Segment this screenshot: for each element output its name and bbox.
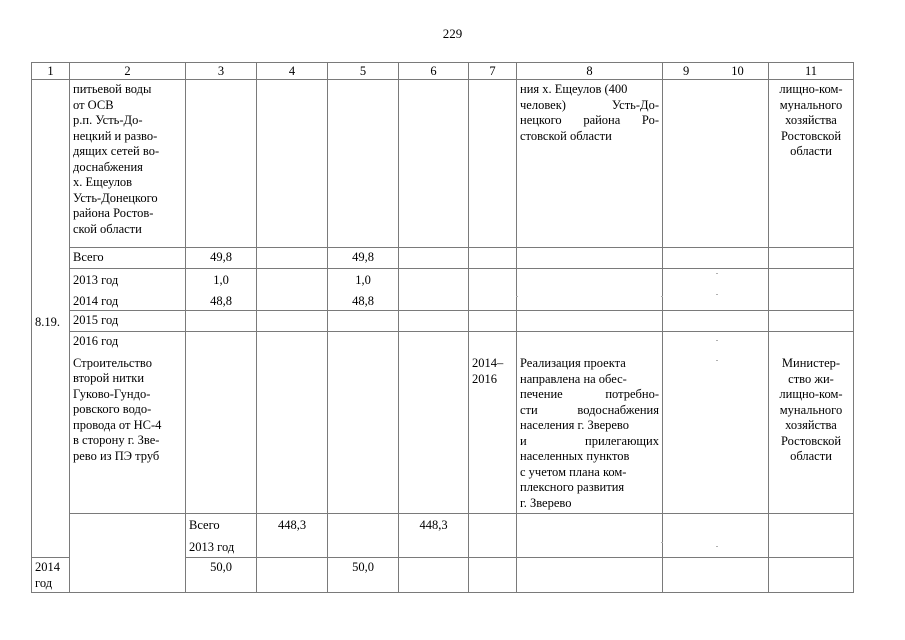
column-header-6: 6: [399, 63, 469, 80]
row-label: 2015 год: [70, 311, 186, 332]
column-header-7: 7: [469, 63, 517, 80]
text-line: второй нитки: [73, 371, 145, 385]
value-col5: 48,8: [352, 293, 374, 308]
text-line: района Ростов-: [73, 206, 154, 220]
text-line: Министер-: [781, 356, 841, 370]
column-header-10: 10: [731, 64, 744, 78]
text-line: нецкого района Ро-: [520, 113, 659, 127]
item-name-continued: [70, 80, 186, 248]
scan-speck: [516, 296, 518, 297]
text-line: Ростовской: [780, 128, 842, 143]
scan-speck: [716, 273, 718, 274]
value-col3: 448,3: [277, 518, 307, 532]
text-line: Реализация проекта: [520, 356, 626, 370]
value-col5: 50,0: [328, 558, 399, 593]
period-cell: [469, 332, 517, 514]
text-line: х. Ещеулов: [73, 175, 133, 189]
table-row: [32, 514, 854, 558]
executor-cell: [769, 332, 854, 514]
scan-speck: [716, 294, 718, 295]
column-header-2: 2: [70, 63, 186, 80]
text-line: рево из ПЭ труб: [73, 448, 160, 463]
column-header-4: 4: [257, 63, 328, 80]
period-start: 2014–: [472, 356, 504, 370]
year-label: 2013 год: [73, 273, 119, 287]
text-line: населения г. Зверево: [520, 418, 629, 432]
text-line: с учетом плана ком-: [520, 464, 627, 479]
value-col3: 50,0: [186, 558, 257, 593]
row-label: [70, 269, 186, 311]
value-col5: 448,3: [419, 518, 448, 532]
table-row: [32, 248, 854, 269]
goal-continued: [517, 80, 663, 248]
text-line: провода от НС-4: [73, 417, 162, 432]
column-header-1: 1: [32, 63, 70, 80]
page-number: 229: [442, 26, 463, 41]
column-header-9: 9: [683, 64, 690, 78]
table-row: [32, 269, 854, 311]
scan-speck: [661, 542, 663, 543]
text-line: ской области: [73, 221, 142, 236]
text-line: мунального: [779, 402, 843, 417]
text-line: питьевой воды: [73, 82, 152, 96]
item-name: [70, 332, 186, 514]
column-header-9-10: [663, 63, 769, 80]
text-line: мунального: [779, 97, 843, 112]
text-line: области: [790, 449, 832, 463]
year-label: 2014 год: [73, 293, 119, 308]
goal-cell: [517, 332, 663, 514]
table-row: [32, 311, 854, 332]
text-line: хозяйства: [785, 418, 837, 432]
text-line: Ростовской: [780, 433, 842, 448]
text-line: г. Зверево: [520, 495, 572, 510]
text-line: хозяйства: [785, 113, 837, 127]
text-line: лищно-ком-: [779, 387, 843, 401]
value-col3: 48,8: [210, 293, 232, 308]
row-label: [186, 514, 257, 558]
text-line: нецкий и разво-: [73, 128, 158, 143]
text-line: плексного развития: [520, 480, 625, 494]
text-line: р.п. Усть-До-: [73, 113, 143, 127]
text-line: ство жи-: [788, 371, 834, 386]
text-line: лищно-ком-: [779, 82, 843, 96]
text-line: Усть-Донецкого: [73, 190, 158, 205]
row-label: Всего: [70, 248, 186, 269]
row-label: 2014 год: [32, 558, 70, 593]
period-end: 2016: [472, 371, 497, 386]
text-line: человек) Усть-До-: [520, 97, 659, 112]
value-col5: 49,8: [328, 248, 399, 269]
text-line: в сторону г. Зве-: [73, 433, 160, 447]
year-label: 2016 год: [73, 334, 119, 348]
column-header-5: 5: [328, 63, 399, 80]
scan-speck: [716, 546, 718, 547]
text-line: населенных пунктов: [520, 449, 630, 463]
scan-speck: [661, 296, 663, 297]
item-number: 8.19.: [35, 315, 60, 330]
value-col3: 49,8: [186, 248, 257, 269]
text-line: Гуково-Гундо-: [73, 386, 151, 401]
text-line: печение потребно-: [520, 387, 659, 401]
value-col5: 1,0: [355, 273, 371, 287]
text-line: ния х. Ещеулов (400: [520, 82, 628, 96]
column-header-row: [32, 63, 854, 80]
item-number-cell: [32, 80, 70, 558]
scan-speck: [716, 360, 718, 361]
value-col3: 1,0: [213, 273, 229, 287]
column-header-11: 11: [769, 63, 854, 80]
text-line: сти водоснабжения: [520, 402, 659, 417]
row-label-total: Всего: [189, 518, 220, 532]
program-table: [31, 62, 854, 593]
column-header-3: 3: [186, 63, 257, 80]
text-line: Строительство: [73, 355, 153, 370]
text-line: от ОСВ: [73, 97, 114, 112]
text-line: и прилегающих: [520, 433, 659, 448]
text-line: доснабжения: [73, 159, 143, 174]
table-row: [32, 80, 854, 248]
executor-continued: [769, 80, 854, 248]
text-line: ровского водо-: [73, 402, 152, 416]
column-header-8: 8: [517, 63, 663, 80]
text-line: дящих сетей во-: [73, 144, 160, 158]
text-line: направлена на обес-: [520, 371, 627, 386]
text-line: стовской области: [520, 128, 612, 143]
scan-speck: [716, 340, 718, 341]
text-line: области: [790, 144, 832, 158]
table-row: [32, 332, 854, 514]
year-label: 2013 год: [189, 539, 235, 554]
